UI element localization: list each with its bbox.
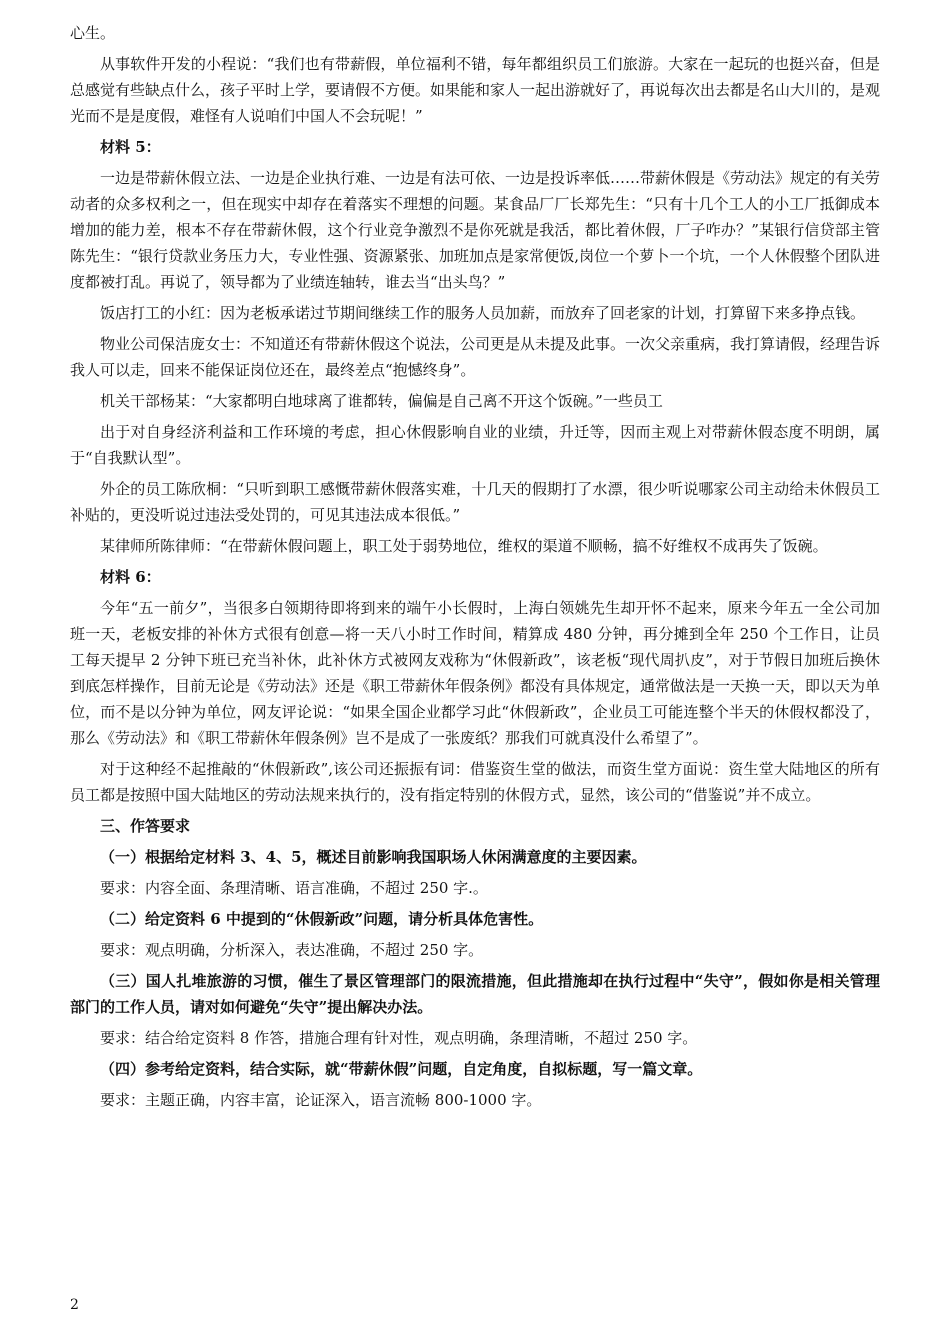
paragraph: 外企的员工陈欣桐：“只听到职工感慨带薪休假落实难，十几天的假期打了水漂，很少听说哪家公司主动给未休假员工补贴的，更没听说过违法受处罚的，可见其违法成本很低。” [70, 480, 880, 524]
paragraph: 要求：结合给定资料 8 作答，措施合理有针对性，观点明确，条理清晰，不超过 250 字。 [100, 1029, 698, 1047]
paragraph: 要求：观点明确，分析深入，表达准确，不超过 250 字。 [100, 941, 484, 959]
document-page [70, 20, 880, 1118]
section-heading: （一）根据给定材料 3、4、5，概述目前影响我国职场人休闲满意度的主要因素。 [100, 848, 647, 866]
paragraph: 对于这种经不起推敲的“休假新政”,该公司还振振有词：借鉴资生堂的做法，而资生堂方面说：资生堂大陆地区的所有员工都是按照中国大陆地区的劳动法规来执行的，没有指定特别的休假方式，显然，该公司的“借鉴说”并不成立。 [70, 760, 880, 804]
section-heading: 材料 6： [100, 568, 161, 586]
paragraph: 心生。 [70, 24, 116, 42]
paragraph: 出于对自身经济利益和工作环境的考虑，担心休假影响自业的业绩，升迁等，因而主观上对带薪休假态度不明朗，属于“自我默认型”。 [70, 423, 880, 467]
section-heading: （四）参考给定资料，结合实际，就“带薪休假”问题，自定角度，自拟标题，写一篇文章。 [100, 1060, 703, 1078]
section-heading: 材料 5： [100, 138, 161, 156]
paragraph: 从事软件开发的小程说：“我们也有带薪假，单位福利不错，每年都组织员工们旅游。大家在一起玩的也挺兴奋，但是总感觉有些缺点什么，孩子平时上学，要请假不方便。如果能和家人一起出游就好了，再说每次出去都是名山大川的，是观光而不是是度假，难怪有人说咱们中国人不会玩呢！” [70, 55, 881, 125]
section-heading: 三、作答要求 [100, 817, 191, 835]
section-heading: （三）国人扎堆旅游的习惯，催生了景区管理部门的限流措施，但此措施却在执行过程中“失守”，假如你是相关管理部门的工作人员，请对如何避免“失守”提出解决办法。 [70, 972, 880, 1016]
section-heading: （二）给定资料 6 中提到的“休假新政”问题，请分析具体危害性。 [100, 910, 544, 928]
page-number: 2 [70, 1297, 79, 1313]
paragraph: 要求：内容全面、条理清晰、语言准确，不超过 250 字.。 [100, 879, 488, 897]
paragraph: 物业公司保洁庞女士：不知道还有带薪休假这个说法，公司更是从未提及此事。一次父亲重病，我打算请假，经理告诉我人可以走，回来不能保证岗位还在，最终差点“抱憾终身”。 [70, 335, 881, 379]
paragraph: 一边是带薪休假立法、一边是企业执行难、一边是有法可依、一边是投诉率低……带薪休假是《劳动法》规定的有关劳动者的众多权利之一，但在现实中却存在着落实不理想的问题。某食品厂厂长郑先生：“只有十几个工人的小工厂抵御成本增加的能力差，根本不存在带薪休假，这个行业竞争激烈不是你死就是我活，都比着休假，厂子咋办？”某银行信贷部主管陈先生：“银行贷款业务压力大，专业性强、资源紧张、加班加点是家常便饭,岗位一个萝卜一个坑，一个人休假整个团队进度都被打乱。再说了，领导都为了业绩连轴转，谁去当“出头鸟？” [70, 169, 881, 291]
document-body [70, 20, 880, 1113]
paragraph: 机关干部杨某：“大家都明白地球离了谁都转，偏偏是自己离不开这个饭碗。”一些员工 [100, 392, 663, 410]
paragraph: 某律师所陈律师：“在带薪休假问题上，职工处于弱势地位，维权的渠道不顺畅，搞不好维权不成再失了饭碗。 [100, 537, 828, 555]
paragraph: 饭店打工的小红：因为老板承诺过节期间继续工作的服务人员加薪，而放弃了回老家的计划，打算留下来多挣点钱。 [100, 304, 866, 322]
paragraph: 要求：主题正确，内容丰富，论证深入，语言流畅 800-1000 字。 [100, 1091, 542, 1109]
paragraph: 今年“五一前夕”，当很多白领期待即将到来的端午小长假时，上海白领姚先生却开怀不起来，原来今年五一全公司加班一天，老板安排的补休方式很有创意—将一天八小时工作时间，精算成 480 分钟，再分摊到全年 250 个工作日，让员工每天提早 2 分钟下班已充当补休，此补休方式被网友戏称为“休假新政”，该老板“现代周扒皮”，对于节假日加班后换休到底怎样操作，目前无论是《劳动法》还是《职工带薪休年假条例》都没有具体规定，通常做法是一天换一天，即以天为单位，而不是以分钟为单位，网友评论说：“如果全国企业都学习此“休假新政”，企业员工可能连整个半天的休假权都没了，那么《劳动法》和《职工带薪休年假条例》岂不是成了一张废纸？那我们可就真没什么希望了”。 [70, 599, 881, 747]
